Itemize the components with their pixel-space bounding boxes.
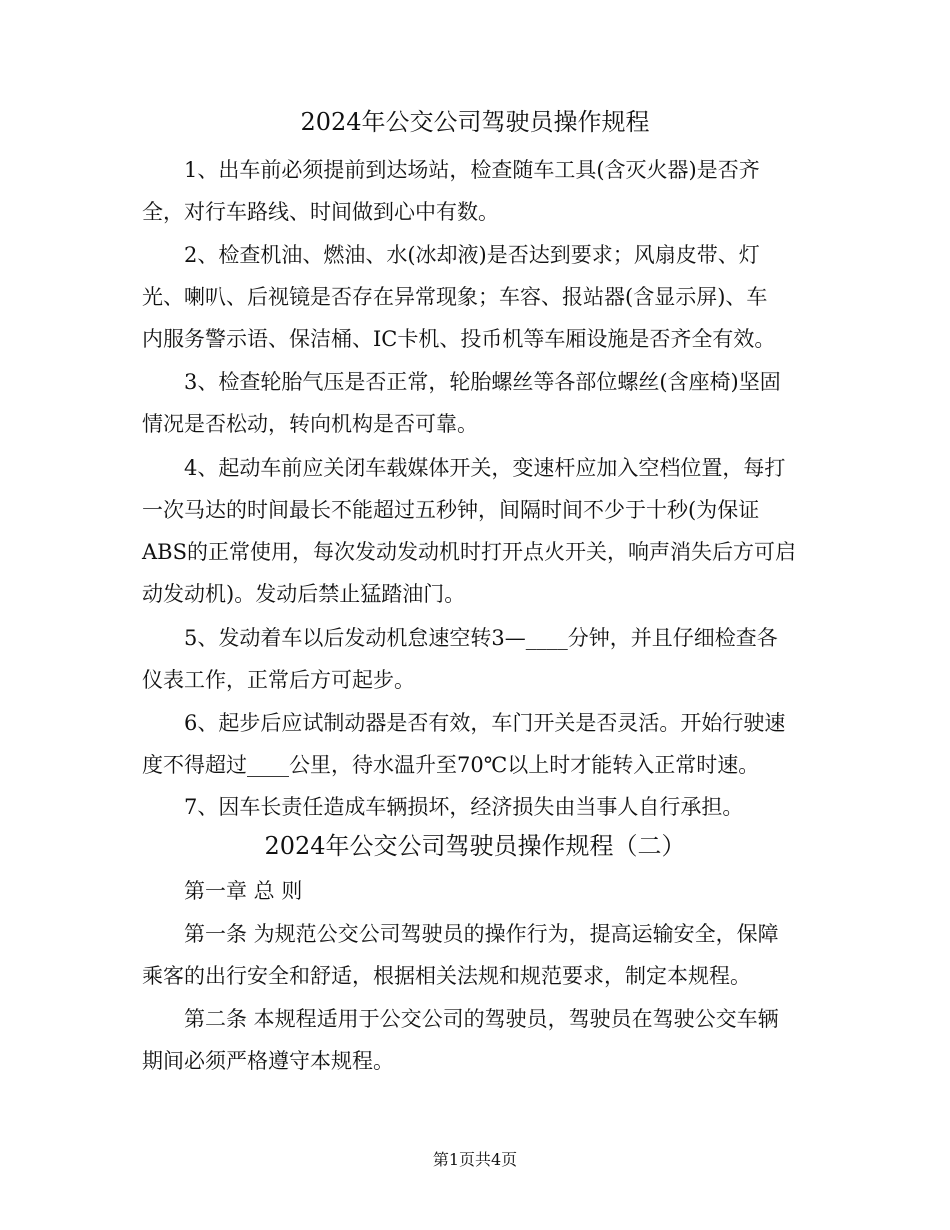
list-item bbox=[142, 149, 812, 233]
paragraph-line: 第二条 本规程适用于公交公司的驾驶员，驾驶员在驾驶公交车辆 bbox=[184, 1007, 779, 1031]
document-title: 2024年公交公司驾驶员操作规程 bbox=[300, 108, 650, 136]
paragraph-line: 4、起动车前应关闭车载媒体开关，变速杆应加入空档位置，每打 bbox=[184, 456, 786, 480]
paragraph-line: 3、检查轮胎气压是否正常，轮胎螺丝等各部位螺丝(含座椅)坚固 bbox=[184, 370, 781, 394]
section-title: 2024年公交公司驾驶员操作规程（二） bbox=[264, 832, 686, 860]
chapter-heading bbox=[142, 870, 812, 912]
list-item bbox=[142, 234, 812, 360]
paragraph-line: 1、出车前必须提前到达场站，检查随车工具(含灭火器)是否齐 bbox=[184, 158, 760, 182]
paragraph-line: 7、因车长责任造成车辆损坏，经济损失由当事人自行承担。 bbox=[184, 795, 744, 819]
paragraph-line: 一次马达的时间最长不能超过五秒钟，间隔时间不少于十秒(为保证 bbox=[142, 498, 760, 522]
list-item bbox=[142, 447, 812, 615]
paragraph-line: 5、发动着车以后发动机怠速空转3—____分钟，并且仔细检查各 bbox=[184, 626, 778, 650]
list-item bbox=[142, 702, 812, 786]
paragraph-line: 6、起步后应试制动器是否有效，车门开关是否灵活。开始行驶速 bbox=[184, 711, 786, 735]
paragraph-line: 仪表工作，正常后方可起步。 bbox=[142, 668, 415, 692]
paragraph-line: 乘客的出行安全和舒适，根据相关法规和规范要求，制定本规程。 bbox=[142, 964, 751, 988]
chapter-heading-text: 第一章 总 则 bbox=[184, 879, 303, 903]
paragraph-line: 期间必须严格遵守本规程。 bbox=[142, 1049, 394, 1073]
paragraph-line: 动发动机)。发动后禁止猛踏油门。 bbox=[142, 582, 466, 606]
list-item bbox=[142, 361, 812, 445]
page-number: 第1页共4页 bbox=[432, 1150, 518, 1169]
paragraph-line: 2、检查机油、燃油、水(冰却液)是否达到要求；风扇皮带、灯 bbox=[184, 243, 760, 267]
paragraph-line: 全，对行车路线、时间做到心中有数。 bbox=[142, 200, 499, 224]
paragraph-line: 光、喇叭、后视镜是否存在异常现象；车容、报站器(含显示屏)、车 bbox=[142, 285, 768, 309]
list-item bbox=[142, 786, 812, 828]
paragraph-line: 内服务警示语、保洁桶、IC卡机、投币机等车厢设施是否齐全有效。 bbox=[142, 327, 776, 351]
paragraph-line: 第一条 为规范公交公司驾驶员的操作行为，提高运输安全，保障 bbox=[184, 922, 779, 946]
paragraph-line: ABS的正常使用，每次发动发动机时打开点火开关，响声消失后方可启 bbox=[142, 540, 796, 564]
paragraph-line: 情况是否松动，转向机构是否可靠。 bbox=[142, 412, 478, 436]
article bbox=[142, 913, 812, 997]
list-item bbox=[142, 617, 812, 701]
article bbox=[142, 998, 812, 1082]
paragraph-line: 度不得超过____公里，待水温升至70℃以上时才能转入正常时速。 bbox=[142, 753, 760, 777]
